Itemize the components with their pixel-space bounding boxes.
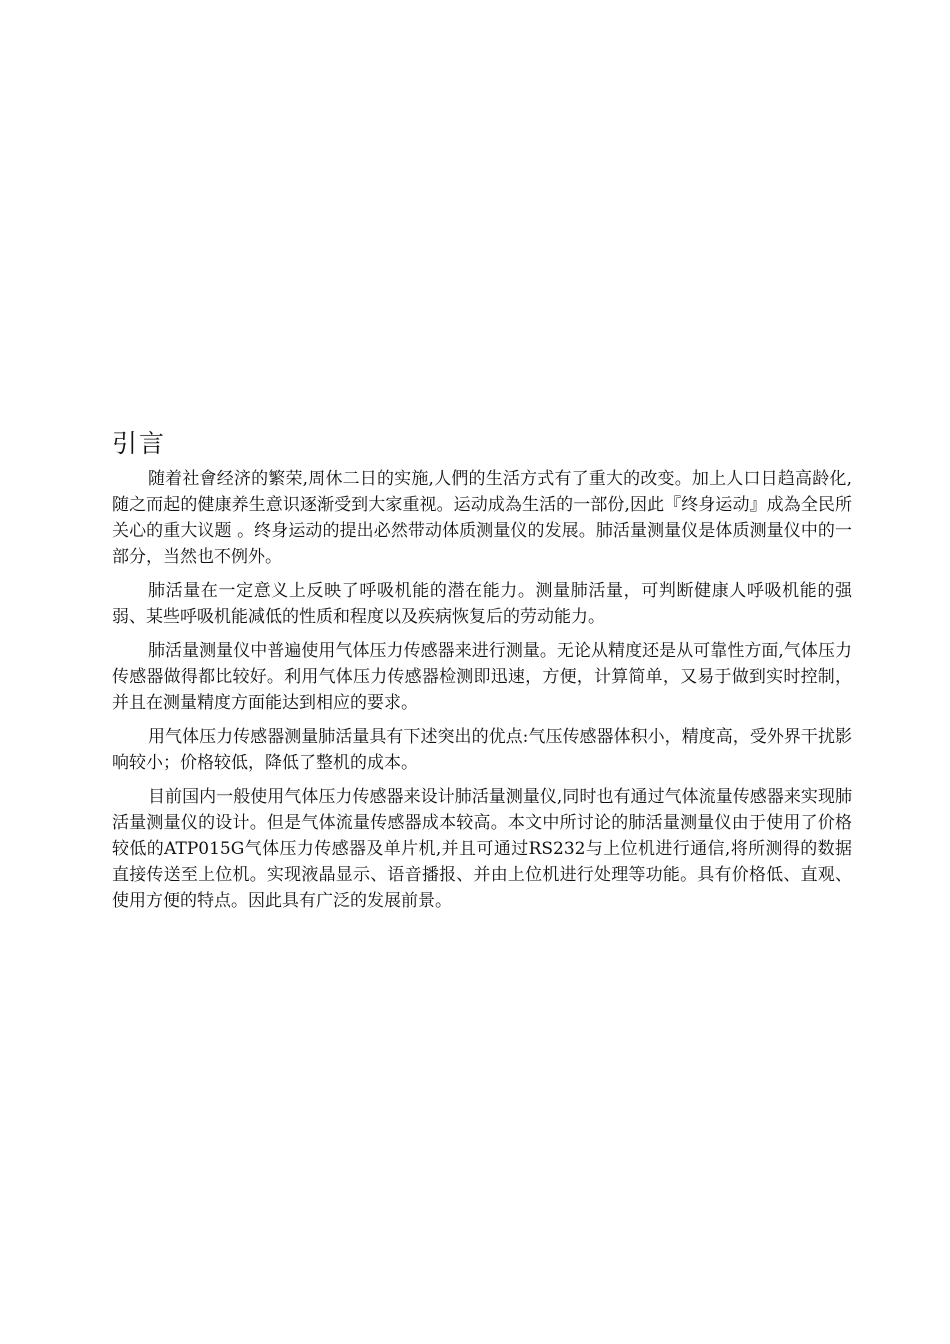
paragraph-5: 目前国内一般使用气体压力传感器来设计肺活量测量仪,同时也有通过气体流量传感器来实现肺活量测量仪的设计。但是气体流量传感器成本较高。本文中所讨论的肺活量测量仪由于使用了价格较低的ATP015G气体压力传感器及单片机,并且可通过RS232与上位机进行通信,将所测得的数据直接传送至上位机。实现液晶显示、语音播报、并由上位机进行处理等功能。具有价格低、直观、使用方便的特点。因此具有广泛的发展前景。 bbox=[112, 787, 852, 911]
section-heading: 引言 bbox=[112, 429, 167, 458]
document-body bbox=[112, 466, 852, 922]
paragraph-1: 随着社會经济的繁荣,周休二日的实施,人們的生活方式有了重大的改变。加上人口日趋高龄化,随之而起的健康养生意识逐渐受到大家重视。运动成為生活的一部份,因此『终身运动』成為全民所关心的重大议题 。终身运动的提出必然带动体质测量仪的发展。肺活量测量仪是体质测量仪中的一部分，当然也不例外。 bbox=[112, 469, 852, 567]
paragraph-3: 肺活量测量仪中普遍使用气体压力传感器来进行测量。无论从精度还是从可靠性方面,气体压力传感器做得都比较好。利用气体压力传感器检测即迅速，方便，计算简单，又易于做到实时控制，并且在测量精度方面能达到相应的要求。 bbox=[112, 641, 852, 713]
paragraph-4: 用气体压力传感器测量肺活量具有下述突出的优点:气压传感器体积小，精度高，受外界干扰影响较小；价格较低，降低了整机的成本。 bbox=[112, 727, 852, 773]
paragraph-2: 肺活量在一定意义上反映了呼吸机能的潜在能力。测量肺活量，可判断健康人呼吸机能的强弱、某些呼吸机能减低的性质和程度以及疾病恢复后的劳动能力。 bbox=[112, 581, 852, 627]
